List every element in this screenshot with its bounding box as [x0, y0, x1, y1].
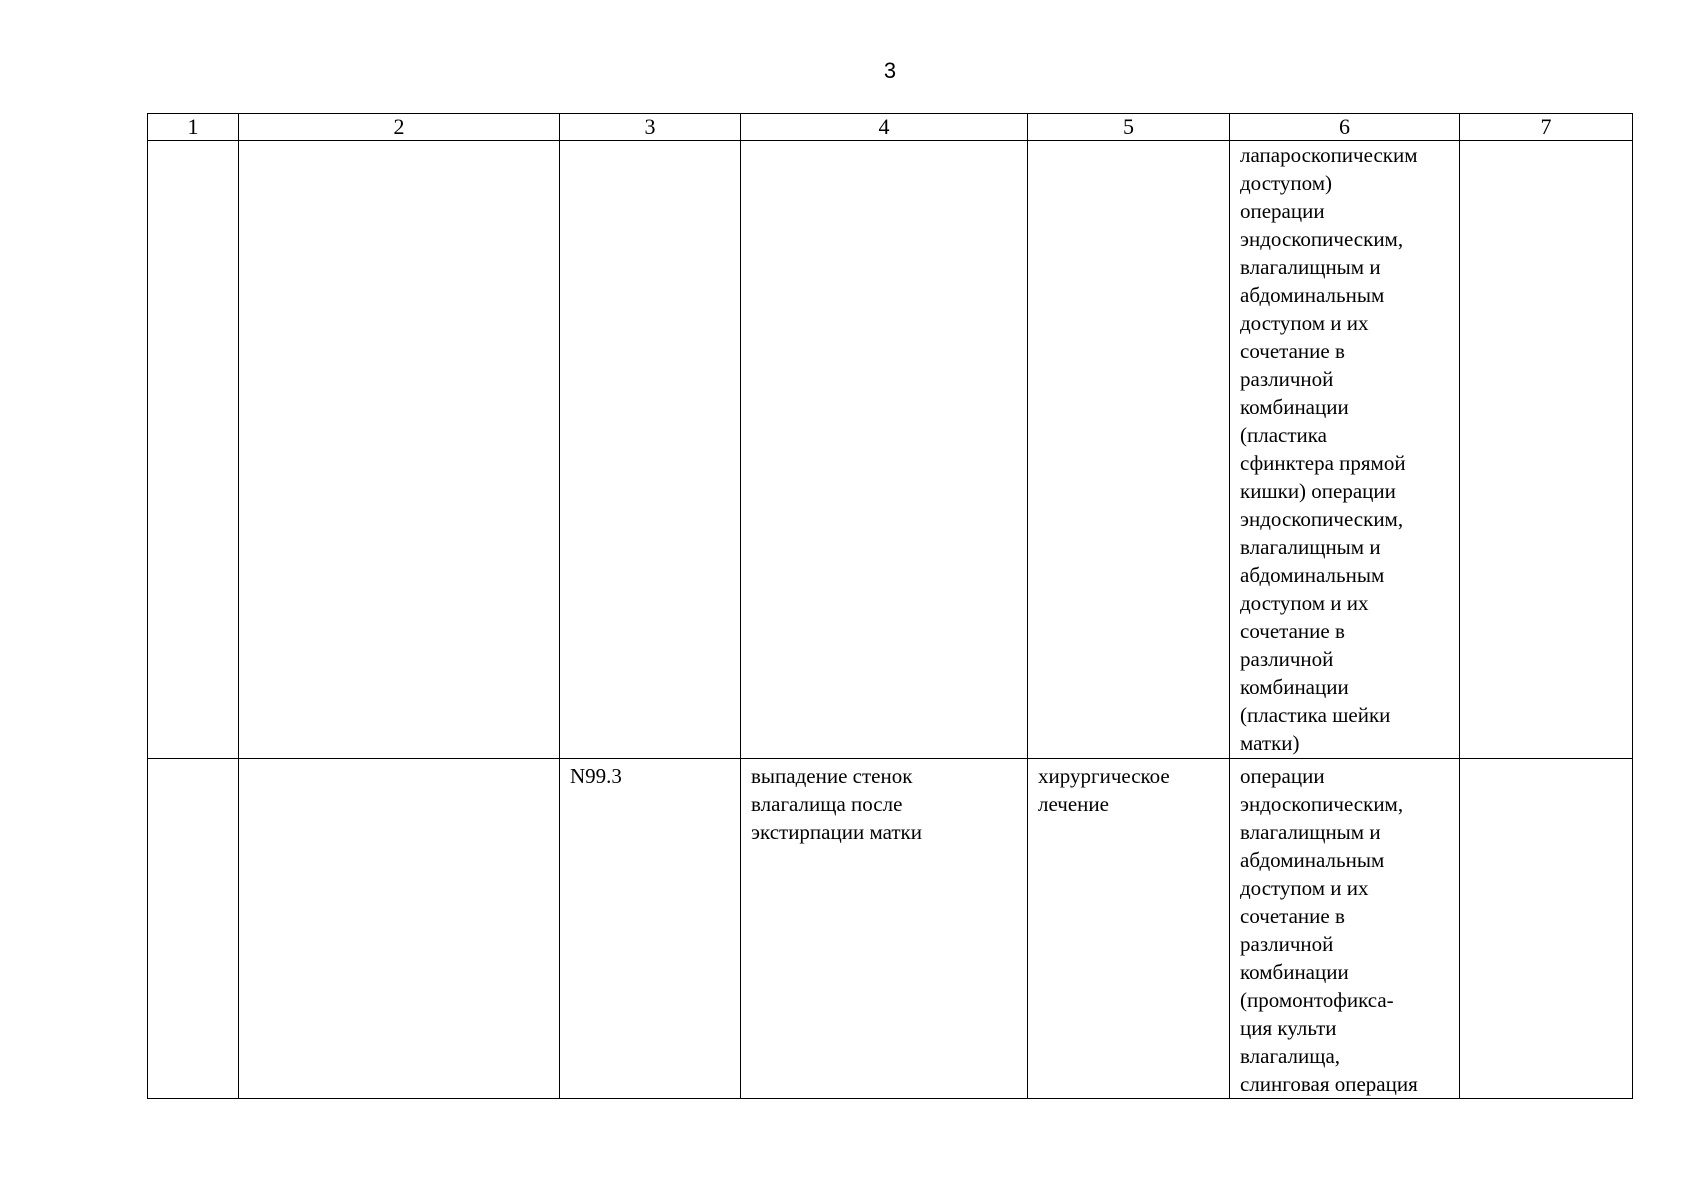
table-header: [148, 114, 1633, 141]
table-cell: [741, 759, 1028, 1099]
column-header-3: 3: [560, 114, 741, 141]
method-text: операции эндоскопическим, влагалищным и абдоминальным доступом и их сочетание в различной комбинации (промонтофикса- ция культи влагалища, слинговая операция: [1240, 764, 1418, 1096]
medical-care-table: [147, 113, 1633, 1099]
table-cell: [239, 141, 560, 759]
table-cell: [1230, 141, 1460, 759]
diagnosis-text: выпадение стенок влагалища после экстирпации матки: [751, 764, 922, 844]
table-cell: [1028, 759, 1230, 1099]
table-cell: [148, 141, 239, 759]
column-header-1: 1: [148, 114, 239, 141]
page-number: 3: [883, 58, 897, 83]
table-cell: [1460, 759, 1633, 1099]
table-cell: [148, 759, 239, 1099]
table-cell: [1230, 759, 1460, 1099]
table-cell: [239, 759, 560, 1099]
table-cell: [1460, 141, 1633, 759]
column-header-5: 5: [1028, 114, 1230, 141]
table-row: [148, 141, 1633, 759]
column-header-2: 2: [239, 114, 560, 141]
method-text: лапароскопическим доступом) операции эндоскопическим, влагалищным и абдоминальным доступом и их сочетание в различной комбинации (пластика сфинктера прямой кишки) операции эндоскопическим, влагалищным и абдоминальным доступом и их сочетание в различной комбинации (пластика шейки матки): [1240, 143, 1418, 755]
column-number-row: [148, 114, 1633, 141]
table-cell: [560, 141, 741, 759]
table-row: [148, 759, 1633, 1099]
table-cell: [1028, 141, 1230, 759]
table-cell: [560, 759, 741, 1099]
treatment-type-text: хирургическое лечение: [1038, 764, 1170, 816]
table-cell: [741, 141, 1028, 759]
column-header-7: 7: [1460, 114, 1633, 141]
column-header-4: 4: [741, 114, 1028, 141]
column-header-6: 6: [1230, 114, 1460, 141]
icd-code-text: N99.3: [570, 764, 622, 788]
